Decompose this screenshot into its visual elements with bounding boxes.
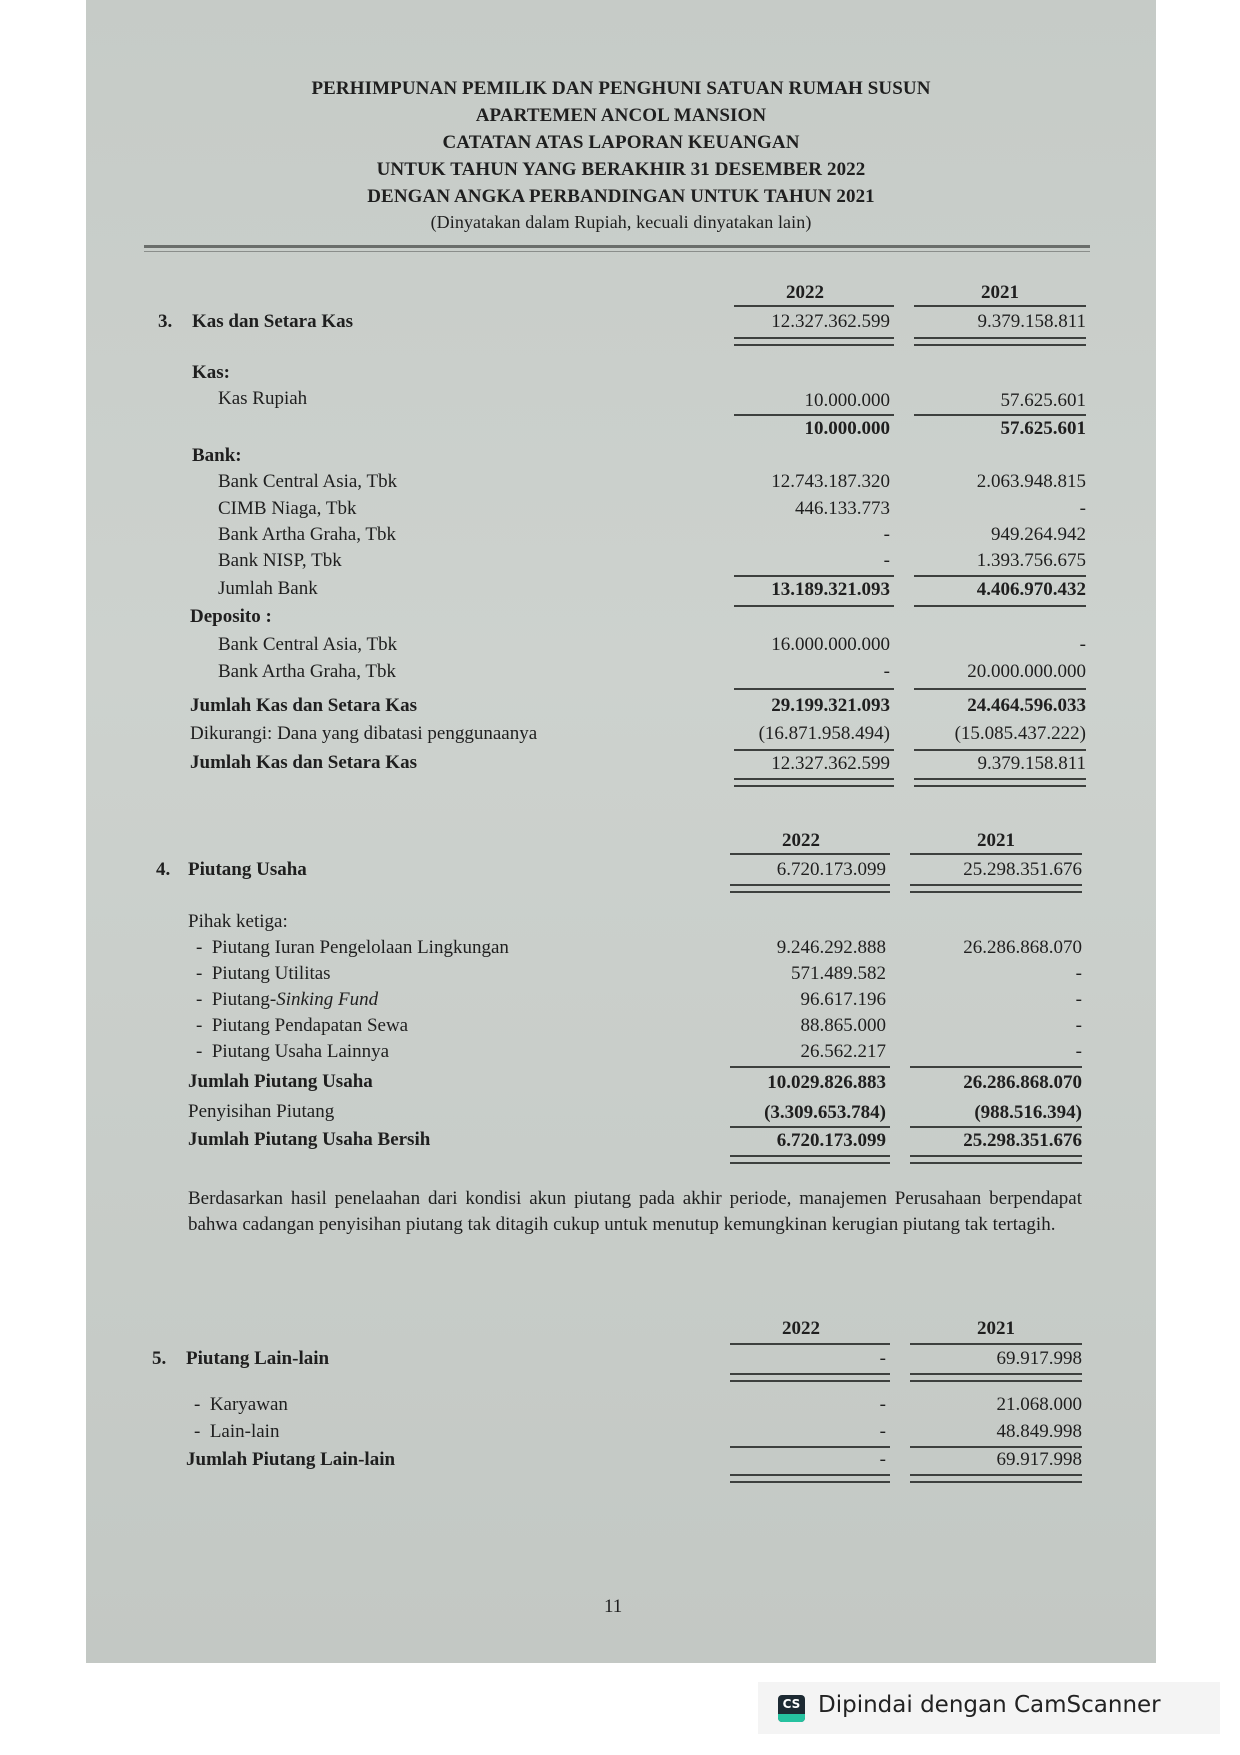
piutang-bersih-label: Jumlah Piutang Usaha Bersih [188,1129,431,1150]
jumlah-lain-lain-2021: 69.917.998 [996,1449,1082,1470]
item-2021: - [1075,989,1082,1010]
header-currency-note: (Dinyatakan dalam Rupiah, kecuali dinyatakan lain) [430,212,812,232]
bank-label: Bank: [192,445,242,466]
double-rule [734,778,894,787]
item-2021: 48.849.998 [996,1421,1082,1442]
bank-row-2021: 2.063.948.815 [976,471,1086,492]
bullet: - [196,1041,203,1062]
jumlah-kas-label: Jumlah Kas dan Setara Kas [190,695,417,716]
bank-row-label: Bank Central Asia, Tbk [218,471,398,492]
total-2021: 69.917.998 [996,1348,1082,1369]
double-rule [914,337,1086,346]
bullet: - [196,963,203,984]
double-rule [910,1155,1082,1164]
double-rule [914,778,1086,787]
rule [914,305,1086,307]
jumlah-kas-net-2021: 9.379.158.811 [977,753,1086,774]
double-rule [734,337,894,346]
deposit-row-2022: - [883,661,890,682]
kas-subtotal-2021: 57.625.601 [1000,418,1086,439]
bank-row-label: Bank NISP, Tbk [218,550,342,571]
camscanner-watermark [758,1682,1220,1734]
deposit-row-2021: 20.000.000.000 [967,661,1086,682]
rule [730,853,890,855]
rule [914,575,1086,577]
jumlah-piutang-2021: 26.286.868.070 [963,1072,1082,1093]
dikurangi-label: Dikurangi: Dana yang dibatasi penggunaanya [190,723,538,744]
item-2022: 96.617.196 [800,989,886,1010]
rule [734,749,894,751]
double-rule [910,1474,1082,1483]
jumlah-kas-net-label: Jumlah Kas dan Setara Kas [190,752,417,773]
bullet: - [194,1421,201,1442]
rule [734,605,894,607]
bank-row-2022: 446.133.773 [795,498,890,519]
note-number: 5. [152,1348,167,1369]
kas-subtotal-2022: 10.000.000 [804,418,890,439]
header-period: UNTUK TAHUN YANG BERAKHIR 31 DESEMBER 2022 [376,159,866,180]
item-label: Karyawan [209,1394,288,1415]
deposit-row-2022: 16.000.000.000 [771,634,890,655]
double-rule [730,1373,890,1382]
bank-row-label: CIMB Niaga, Tbk [218,498,357,519]
rule [730,1343,890,1345]
rule [734,414,894,416]
list-item [196,963,331,985]
bullet: - [194,1394,201,1415]
note-paragraph: Berdasarkan hasil penelaahan dari kondisi akun piutang pada akhir periode, manajemen Perusahaan berpendapat bahwa cadangan penyisihan piutang tak ditagih cukup untuk menutup kemungkinan kerugian piutang tak tertagih. [188,1188,1082,1235]
bank-row-2022: - [883,524,890,545]
list-item [196,1041,389,1063]
jumlah-bank-2022: 13.189.321.093 [771,579,890,600]
jumlah-kas-2022: 29.199.321.093 [771,695,890,716]
dikurangi-2022: (16.871.958.494) [758,723,890,744]
item-2021: - [1075,1041,1082,1062]
rule [910,1066,1082,1068]
rule [910,853,1082,855]
header-entity: APARTEMEN ANCOL MANSION [475,105,767,126]
piutang-bersih-2022: 6.720.173.099 [776,1130,886,1151]
jumlah-piutang-2022: 10.029.826.883 [767,1072,886,1093]
jumlah-kas-net-2022: 12.327.362.599 [771,753,890,774]
year-2022-header: 2022 [782,830,820,851]
header-divider [144,245,1090,252]
scanned-page [86,0,1156,1663]
bank-row-2021: 1.393.756.675 [976,550,1086,571]
rule [910,1446,1082,1448]
item-label: Lain-lain [209,1421,280,1442]
piutang-bersih-2021: 25.298.351.676 [963,1130,1082,1151]
item-label: Piutang- [211,989,277,1010]
note-number: 3. [158,311,173,332]
penyisihan-label: Penyisihan Piutang [188,1101,335,1122]
item-2022: 26.562.217 [800,1041,886,1062]
rule [910,1343,1082,1345]
header-document-title: CATATAN ATAS LAPORAN KEUANGAN [442,132,800,153]
double-rule [730,1155,890,1164]
deposito-label: Deposito : [190,606,272,627]
item-2022: - [879,1421,886,1442]
item-2022: 9.246.292.888 [776,937,886,958]
item-2021: 21.068.000 [996,1394,1082,1415]
rule [730,1066,890,1068]
item-label-italic: Sinking Fund [276,989,379,1010]
year-2022-header: 2022 [782,1318,820,1339]
double-rule [730,1474,890,1483]
total-2022: - [879,1348,886,1369]
year-2021-header: 2021 [977,830,1015,851]
deposit-row-2021: - [1079,634,1086,655]
year-2021-header: 2021 [981,282,1019,303]
list-item [196,989,378,1011]
note-number: 4. [156,859,171,880]
rule [910,1126,1082,1128]
jumlah-kas-2021: 24.464.596.033 [967,695,1086,716]
list-item [194,1394,288,1416]
rule [914,605,1086,607]
penyisihan-2021: (988.516.394) [974,1102,1082,1123]
item-2021: - [1075,1015,1082,1036]
double-rule [730,884,890,893]
item-label: Piutang Pendapatan Sewa [211,1015,409,1036]
jumlah-bank-2021: 4.406.970.432 [976,579,1086,600]
bullet: - [196,1015,203,1036]
bank-row-label: Bank Artha Graha, Tbk [218,524,396,545]
rule [734,305,894,307]
penyisihan-2022: (3.309.653.784) [764,1102,886,1123]
total-2022: 12.327.362.599 [771,311,890,332]
kas-rupiah-2021: 57.625.601 [1000,390,1086,411]
list-item [196,937,509,959]
bank-row-2022: - [883,550,890,571]
kas-rupiah-label: Kas Rupiah [218,388,308,409]
header-comparison: DENGAN ANGKA PERBANDINGAN UNTUK TAHUN 2021 [367,186,875,207]
deposit-row-label: Bank Artha Graha, Tbk [218,661,396,682]
page-number: 11 [604,1596,623,1617]
bullet: - [196,989,203,1010]
deposit-row-label: Bank Central Asia, Tbk [218,634,398,655]
double-rule [910,884,1082,893]
bullet: - [196,937,203,958]
rule [914,688,1086,690]
year-2022-header: 2022 [786,282,824,303]
total-2021: 9.379.158.811 [977,311,1086,332]
list-item [196,1015,408,1037]
rule [730,1446,890,1448]
item-2021: 26.286.868.070 [963,937,1082,958]
note-title: Kas dan Setara Kas [192,311,353,332]
kas-rupiah-2022: 10.000.000 [804,390,890,411]
jumlah-lain-lain-2022: - [879,1449,886,1470]
rule [734,575,894,577]
list-item [194,1421,279,1443]
bank-row-2022: 12.743.187.320 [771,471,890,492]
note-title: Piutang Lain-lain [186,1348,330,1369]
item-2022: - [879,1394,886,1415]
note-title: Piutang Usaha [188,859,307,880]
item-label: Piutang Usaha Lainnya [211,1041,390,1062]
jumlah-piutang-label: Jumlah Piutang Usaha [188,1071,373,1092]
jumlah-lain-lain-label: Jumlah Piutang Lain-lain [186,1449,396,1470]
rule [914,749,1086,751]
dikurangi-2021: (15.085.437.222) [954,723,1086,744]
bank-row-2021: - [1079,498,1086,519]
item-2022: 571.489.582 [791,963,886,984]
rule [734,688,894,690]
item-2022: 88.865.000 [800,1015,886,1036]
total-2022: 6.720.173.099 [776,859,886,880]
item-label: Piutang Utilitas [211,963,331,984]
bank-row-2021: 949.264.942 [991,524,1086,545]
total-2021: 25.298.351.676 [963,859,1082,880]
camscanner-logo-icon: CS [778,1695,805,1722]
item-2021: - [1075,963,1082,984]
kas-label: Kas: [192,362,230,383]
item-label: Piutang Iuran Pengelolaan Lingkungan [211,937,509,958]
watermark-text: Dipindai dengan CamScanner [818,1692,1161,1718]
pihak-ketiga-label: Pihak ketiga: [188,911,288,932]
header-organization: PERHIMPUNAN PEMILIK DAN PENGHUNI SATUAN RUMAH SUSUN [311,78,931,99]
rule [914,414,1086,416]
jumlah-bank-label: Jumlah Bank [218,578,318,599]
year-2021-header: 2021 [977,1318,1015,1339]
rule [730,1126,890,1128]
double-rule [910,1373,1082,1382]
